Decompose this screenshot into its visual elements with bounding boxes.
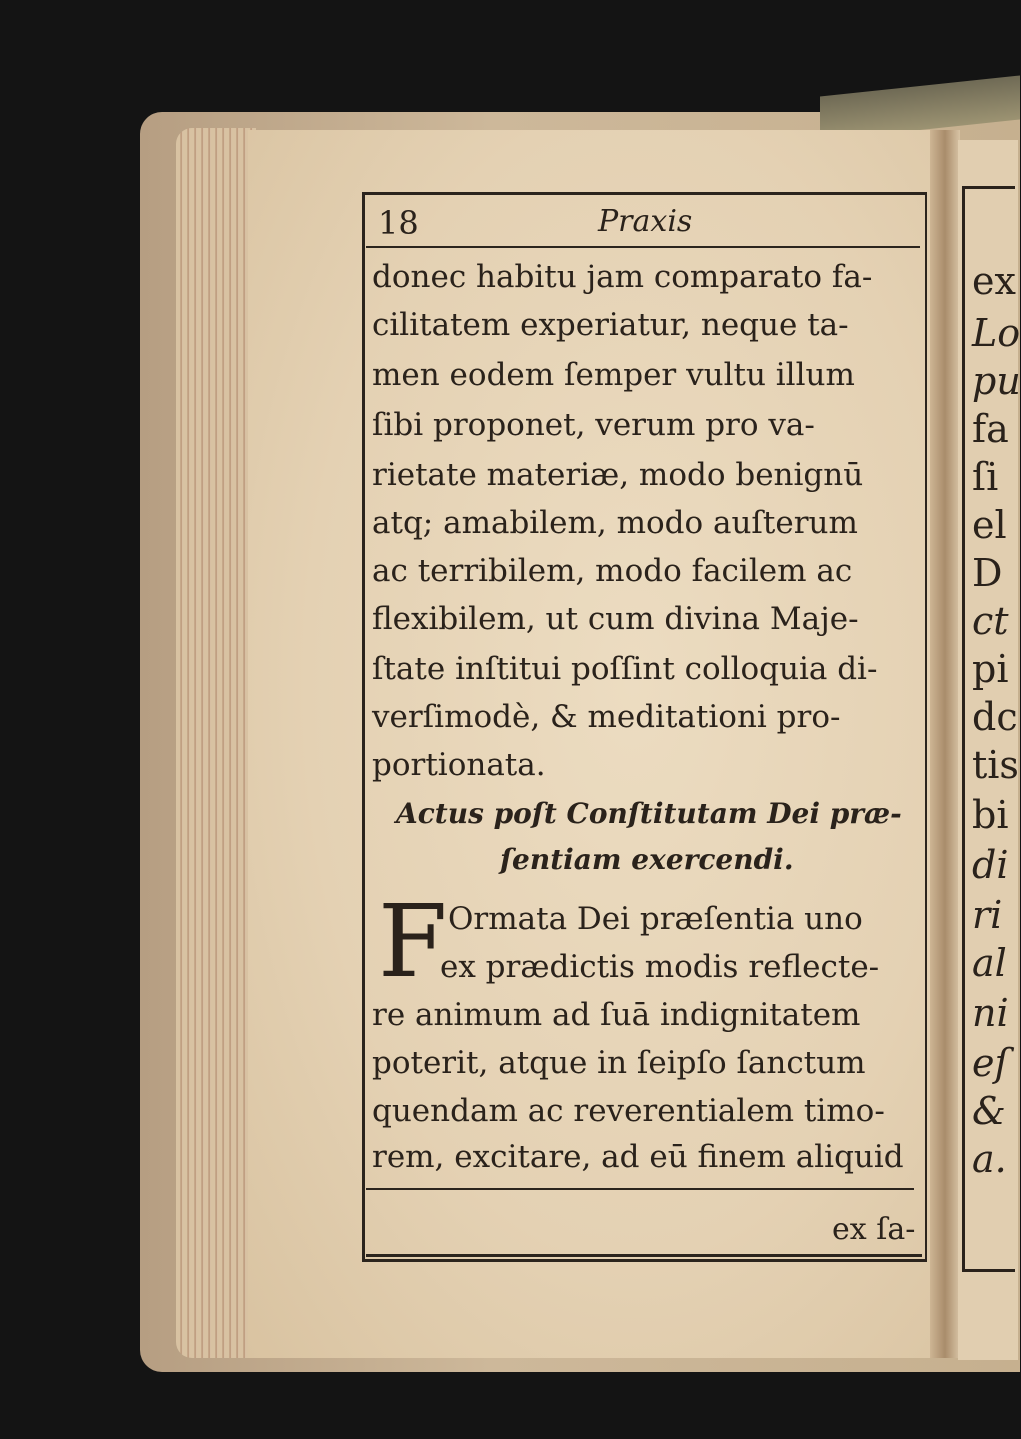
body-line: re animum ad ſuā indignitatem <box>372 997 861 1033</box>
body-line: ac terribilem, modo facilem ac <box>372 553 853 589</box>
facing-page-fragment: fa <box>972 407 1009 451</box>
book-gutter <box>930 130 960 1358</box>
facing-page-fragment: ri <box>972 893 1003 937</box>
facing-page-fragment: ni <box>972 991 1009 1035</box>
foot-rule <box>366 1188 914 1190</box>
body-line: ſtate inſtitui poſſint colloquia di- <box>372 651 878 687</box>
body-line: poterit, atque in ſeipſo ſanctum <box>372 1045 866 1081</box>
facing-page-fragment: bi <box>972 793 1009 837</box>
facing-page-fragment: pu <box>972 359 1021 403</box>
facing-page-fragment: al <box>972 941 1007 985</box>
body-line: men eodem ſemper vultu illum <box>372 357 855 393</box>
body-line: atq; amabilem, modo auſterum <box>372 505 858 541</box>
facing-page-fragment: pi <box>972 647 1009 691</box>
running-head <box>372 204 912 244</box>
body-line: quendam ac reverentialem timo- <box>372 1093 885 1129</box>
running-title: Praxis <box>598 204 693 239</box>
facing-page-fragment: ſi <box>972 455 999 499</box>
body-line: portionata. <box>372 747 546 783</box>
facing-page-fragment: ex <box>972 259 1016 303</box>
body-line: cilitatem experiatur, neque ta- <box>372 307 849 343</box>
section-heading-line: ſentiam exercendi. <box>500 843 794 876</box>
bottom-rule <box>366 1254 922 1257</box>
body-line: rem, excitare, ad eū finem aliquid <box>372 1139 904 1175</box>
catchword: ex ſa- <box>832 1212 916 1247</box>
facing-page-fragment: el <box>972 503 1007 547</box>
body-line: donec habitu jam comparato fa- <box>372 259 873 295</box>
body-line: flexibilem, ut cum divina Maje- <box>372 601 859 637</box>
page-number: 18 <box>378 204 419 242</box>
facing-page-fragment: D <box>972 551 1003 595</box>
facing-page-fragment: tis <box>972 743 1019 787</box>
page-edges <box>176 128 256 1358</box>
section-heading-line: Actus poſt Conſtitutam Dei præ- <box>396 797 902 830</box>
facing-page-fragment: & <box>972 1089 1006 1133</box>
facing-page-fragment: a. <box>972 1137 1007 1181</box>
facing-page-fragment: dc <box>972 695 1018 739</box>
body-line: rietate materiæ, modo benignū <box>372 457 864 493</box>
body-line: ex prædictis modis reflecte- <box>440 949 880 985</box>
facing-page-fragment: di <box>972 843 1009 887</box>
body-line: ſibi proponet, verum pro va- <box>372 407 815 443</box>
facing-page-fragment: Lo <box>972 311 1021 355</box>
body-line: verſimodè, & meditationi pro- <box>372 699 841 735</box>
drop-cap-initial: F <box>378 883 448 1000</box>
head-rule <box>366 246 920 248</box>
facing-page-fragment: ct <box>972 599 1009 643</box>
body-line: Ormata Dei præſentia uno <box>448 901 863 937</box>
facing-page-fragment: eſ <box>972 1041 1009 1085</box>
